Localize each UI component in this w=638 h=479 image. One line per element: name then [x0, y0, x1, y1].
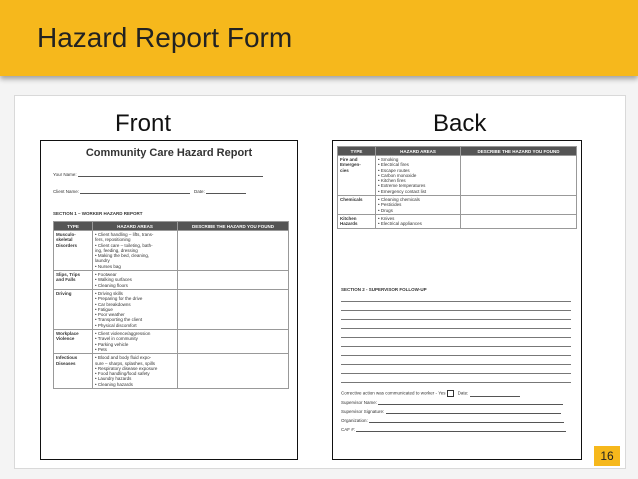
- hazard-area-item: • Footwear: [95, 272, 117, 278]
- follow-up-line[interactable]: [341, 301, 571, 302]
- row-hazard-areas: [93, 231, 178, 271]
- header-describe: DESCRIBE THE HAZARD YOU FOUND: [461, 147, 577, 156]
- row-type: Musculo- skeletal Disorders: [54, 231, 93, 271]
- hazard-area-item: • Physical discomfort: [95, 322, 137, 328]
- table-row: [54, 289, 289, 329]
- hazard-area-item: • Extreme temperatures: [378, 183, 426, 189]
- hazard-area-item: • Respiratory disease exposure: [95, 365, 158, 371]
- hazard-area-item: • Emergency contact list: [378, 188, 427, 194]
- hazard-area-item: • Travel in community: [95, 336, 138, 342]
- follow-up-line[interactable]: [341, 355, 571, 356]
- row-describe-cell[interactable]: [461, 156, 577, 196]
- hazard-area-item: • Fatigue: [95, 306, 113, 312]
- hazard-area-item: • Making the bed, cleaning,: [95, 253, 150, 259]
- follow-up-line[interactable]: [341, 346, 571, 347]
- hazard-area-item: • Pets: [95, 346, 107, 352]
- slide-number: 16: [594, 446, 620, 466]
- table-row: [338, 196, 577, 215]
- table-row: [54, 271, 289, 290]
- row-hazard-areas: [93, 271, 178, 290]
- organization-label: Organization:: [341, 418, 368, 423]
- follow-up-line[interactable]: [341, 337, 571, 338]
- hazard-area-item: • Parking vehicle: [95, 341, 129, 347]
- back-date-label: Date:: [457, 390, 469, 396]
- hazard-area-item: • Preparing for the drive: [95, 296, 143, 302]
- front-hazard-table: [53, 221, 289, 389]
- header-type: TYPE: [338, 147, 376, 156]
- row-type: Driving: [54, 289, 93, 329]
- header-type: TYPE: [54, 222, 93, 231]
- header-hazard-areas: HAZARD AREAS: [376, 147, 461, 156]
- row-describe-cell[interactable]: [178, 271, 289, 290]
- hazard-area-item: • Food handling/food safety: [95, 371, 150, 377]
- front-label: Front: [115, 110, 172, 137]
- hazard-area-item: sure – sharps, splashes, spills: [95, 360, 156, 366]
- hazard-area-item: • Blood and body fluid expo-: [95, 355, 152, 361]
- client-name-label: Client Name:: [53, 189, 80, 194]
- table-row: [338, 214, 577, 228]
- table-row: [338, 156, 577, 196]
- your-name-field: [53, 172, 263, 177]
- hazard-area-item: • Knives: [378, 215, 395, 221]
- row-describe-cell[interactable]: [461, 196, 577, 215]
- row-type: Chemicals: [338, 196, 376, 215]
- row-describe-cell[interactable]: [178, 330, 289, 354]
- hazard-area-item: • Transporting the client: [95, 317, 143, 323]
- hazard-area-item: ing, feeding, dressing: [95, 247, 138, 253]
- table-row: [54, 231, 289, 271]
- hazard-area-item: • Smoking: [378, 157, 399, 162]
- hazard-area-item: • Cleaning floors: [95, 282, 128, 288]
- row-describe-cell[interactable]: [178, 289, 289, 329]
- row-type: Workplace Violence: [54, 330, 93, 354]
- hazard-area-item: • Cleaning chemicals: [378, 197, 420, 203]
- client-name-field: [53, 189, 246, 194]
- slide-title: Hazard Report Form: [37, 22, 293, 53]
- caf-label: CAF #:: [341, 427, 356, 432]
- yes-checkbox[interactable]: [447, 390, 454, 397]
- supervisor-name-row: [341, 400, 563, 405]
- hazard-area-item: fers, repositioning: [95, 237, 131, 243]
- hazard-area-item: laundry: [95, 258, 110, 264]
- title-banner: [0, 0, 638, 76]
- hazard-area-item: • Electrical appliances: [378, 221, 422, 227]
- hazard-area-item: • Drugs: [378, 207, 393, 213]
- hazard-area-item: • Client care – toileting, bath-: [95, 242, 153, 248]
- hazard-area-item: • Carbon monoxide: [378, 172, 417, 178]
- supervisor-name-label: Supervisor Name:: [341, 400, 378, 405]
- supervisor-signature-label: Supervisor Signature:: [341, 409, 385, 414]
- row-describe-cell[interactable]: [461, 214, 577, 228]
- table-row: [54, 354, 289, 389]
- row-type: Infectious Diseases: [54, 354, 93, 389]
- hazard-area-item: • Client handling – lifts, trans-: [95, 232, 154, 237]
- your-name-label: Your Name:: [53, 172, 77, 177]
- hazard-area-item: • Nurses bag: [95, 263, 121, 269]
- row-hazard-areas: [93, 289, 178, 329]
- date-label: Date:: [194, 189, 205, 194]
- header-describe: DESCRIBE THE HAZARD YOU FOUND: [178, 222, 289, 231]
- supervisor-signature-row: [341, 409, 561, 414]
- back-label: Back: [433, 110, 487, 137]
- row-describe-cell[interactable]: [178, 354, 289, 389]
- row-hazard-areas: [93, 354, 178, 389]
- hazard-area-item: • Laundry hazards: [95, 376, 132, 382]
- caf-row: [341, 427, 566, 432]
- corrective-label: Corrective action was communicated to worker - Yes: [341, 390, 446, 396]
- hazard-area-item: • Car breakdowns: [95, 301, 131, 307]
- follow-up-line[interactable]: [341, 319, 571, 320]
- row-type: Fire and Emergen- cies: [338, 156, 376, 196]
- row-type: Kitchen Hazards: [338, 214, 376, 228]
- header-hazard-areas: HAZARD AREAS: [93, 222, 178, 231]
- corrective-action-row: [341, 390, 520, 397]
- follow-up-line[interactable]: [341, 310, 571, 311]
- hazard-area-item: • Cleaning hazards: [95, 381, 133, 387]
- row-hazard-areas: [93, 330, 178, 354]
- hazard-area-item: • Pesticides: [378, 202, 402, 208]
- hazard-area-item: • Driving skills: [95, 290, 123, 296]
- row-hazard-areas: [376, 214, 461, 228]
- follow-up-line[interactable]: [341, 328, 571, 329]
- back-hazard-table: [337, 146, 577, 229]
- hazard-area-item: • Kitchen fires: [378, 178, 406, 184]
- organization-row: [341, 418, 564, 423]
- front-page-image: [40, 140, 298, 460]
- row-type: Slips, Trips and Falls: [54, 271, 93, 290]
- follow-up-line[interactable]: [341, 364, 571, 365]
- follow-up-line[interactable]: [341, 382, 571, 383]
- section2-title: SECTION 2 - SUPERVISOR FOLLOW-UP: [341, 287, 427, 292]
- form-title: Community Care Hazard Report: [85, 147, 253, 159]
- back-page-image: [332, 140, 582, 460]
- section1-title: SECTION 1 – WORKER HAZARD REPORT: [53, 211, 143, 216]
- row-describe-cell[interactable]: [178, 231, 289, 271]
- hazard-area-item: • Electrical fires: [378, 162, 409, 168]
- table-row: [54, 330, 289, 354]
- follow-up-line[interactable]: [341, 373, 571, 374]
- hazard-area-item: • Escape routes: [378, 167, 410, 173]
- row-hazard-areas: [376, 196, 461, 215]
- hazard-area-item: • Poor weather: [95, 312, 125, 318]
- hazard-area-item: • Walking surfaces: [95, 277, 132, 283]
- hazard-area-item: • Client violence/aggression: [95, 331, 151, 337]
- row-hazard-areas: [376, 156, 461, 196]
